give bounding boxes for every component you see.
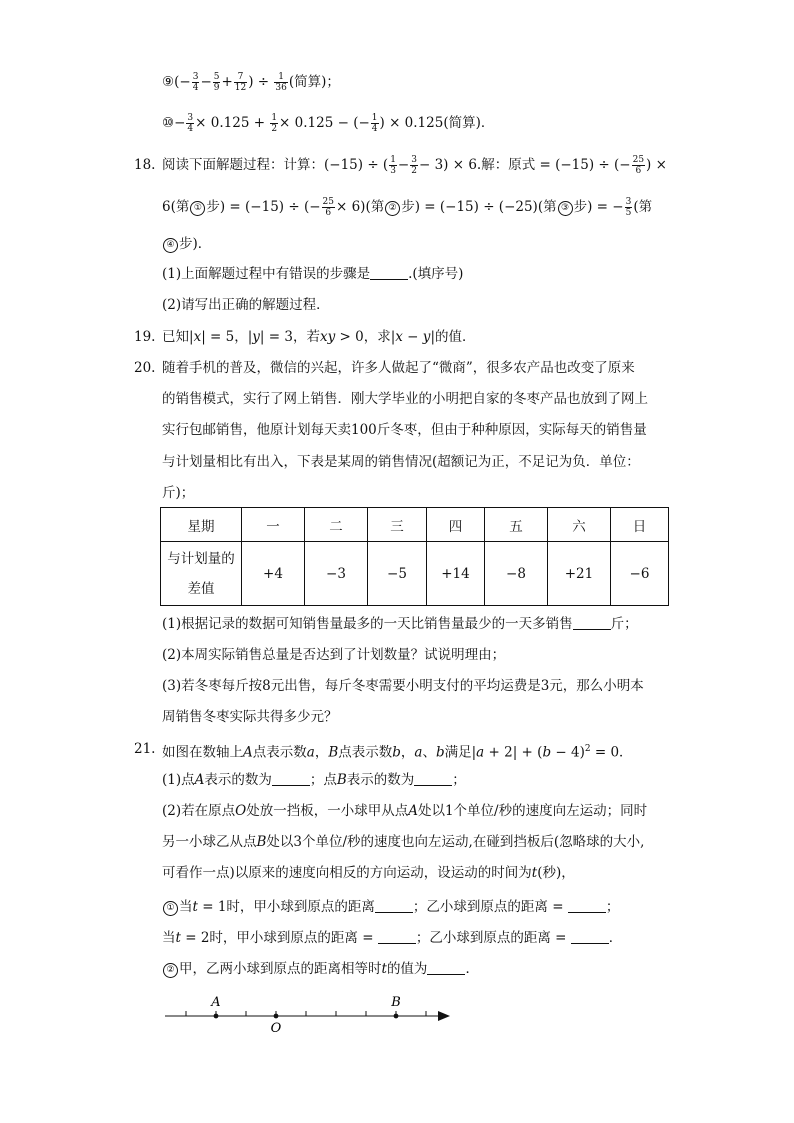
text: 满足|	[444, 744, 477, 761]
fraction: $\frac{3}{5}$	[625, 197, 632, 218]
text: 另一小球乙从点	[162, 834, 257, 850]
var: B	[328, 744, 339, 761]
table-cell: 五	[485, 508, 548, 542]
text: − 3) × 6.解：原式 = (−15) ÷ (−	[418, 157, 631, 173]
q21-part-2-line-2	[162, 832, 644, 852]
text: 点表示数	[252, 744, 307, 761]
step-4-mark: ④	[163, 238, 178, 253]
text: ；	[452, 772, 466, 788]
var: a	[476, 744, 485, 761]
text: −	[397, 157, 410, 173]
number-line-diagram	[0, 990, 794, 1050]
text: (1)点	[162, 772, 195, 788]
text: − 4)	[551, 744, 585, 761]
answer-blank[interactable]	[414, 773, 452, 786]
table-cell: −5	[368, 542, 427, 606]
table-cell: 二	[305, 508, 368, 542]
q20-part-2: (2)本周实际销售总量是否达到了计划数量？试说明理由；	[162, 647, 506, 663]
table-cell: +14	[427, 542, 485, 606]
question-number-18: 18.	[134, 157, 156, 173]
q21-sub-1a	[162, 897, 619, 917]
text: (秒)，	[537, 865, 575, 881]
q20-part-3a: (3)若冬枣每斤按8元出售，每斤冬枣需要小明支付的平均运费是3元，那么小明本	[162, 678, 644, 694]
fraction: $\frac{1}{3}$	[390, 155, 396, 176]
fraction: $\frac{1}{2}$	[271, 113, 278, 134]
table-cell: +21	[548, 542, 611, 606]
var: b	[542, 744, 552, 761]
text: × 0.125 +	[195, 115, 270, 131]
text: +	[221, 74, 233, 90]
answer-blank[interactable]	[272, 773, 310, 786]
answer-blank[interactable]	[378, 931, 416, 944]
step-2-mark: ②	[385, 201, 400, 216]
text: 如图在数轴上	[162, 744, 243, 761]
q21-part-1	[162, 770, 466, 790]
point-a-label: A	[211, 995, 221, 1010]
table-cell: −3	[305, 542, 368, 606]
q21-sub-2	[162, 959, 479, 979]
text: = 2时，甲小球到原点的距离 =	[180, 930, 378, 946]
table-cell: +4	[242, 542, 305, 606]
table-cell: 四	[427, 508, 485, 542]
answer-blank[interactable]	[571, 931, 609, 944]
exponent: 2	[584, 744, 591, 754]
fraction: $\frac{25}{6}$	[322, 197, 334, 218]
var: B	[256, 834, 267, 850]
text: | = 3，若	[259, 329, 320, 345]
sales-table	[160, 507, 669, 606]
text: 当	[179, 899, 193, 915]
fraction: $\frac{7}{12}$	[234, 72, 247, 93]
table-cell: −6	[611, 542, 669, 606]
var: a	[414, 744, 423, 761]
q18-part-1	[162, 264, 463, 284]
text: −	[402, 329, 423, 345]
var: t	[175, 930, 181, 946]
question-number-20: 20.	[134, 360, 156, 376]
q20-line-1: 随着手机的普及，微信的兴起，许多人做起了“微商”，很多农产品也改变了原来	[162, 360, 635, 376]
text: (2)若在原点	[162, 803, 236, 819]
answer-blank[interactable]	[370, 267, 408, 280]
var: A	[408, 803, 418, 819]
answer-blank[interactable]	[568, 900, 606, 913]
text: −	[174, 115, 186, 131]
text: 甲，乙两小球到原点的距离相等时	[179, 961, 382, 977]
var: A	[243, 744, 253, 761]
point-b-label: B	[391, 995, 401, 1010]
sub-1-mark: ①	[163, 901, 178, 916]
text: 步) = −	[573, 199, 624, 215]
fraction: $\frac{1}{4}$	[371, 113, 378, 134]
q20-line-2: 的销售模式，实行了网上销售．刚大学毕业的小明把自家的冬枣产品也放到了网上	[162, 391, 648, 407]
q20-line-3: 实行包邮销售，他原计划每天卖100斤冬枣，但由于种种原因，实际每天的销售量	[162, 422, 647, 438]
text: > 0，求|	[335, 329, 396, 345]
text: (第	[633, 199, 653, 215]
q20-part-3b: 周销售冬枣实际共得多少元？	[162, 709, 338, 725]
fraction: $\frac{5}{9}$	[213, 72, 220, 93]
answer-blank[interactable]	[375, 900, 413, 913]
question-number-19: 19.	[134, 329, 156, 345]
text: 处放一挡板，一小球甲从点	[246, 803, 409, 819]
text: = 0．	[590, 744, 633, 761]
q19-line	[162, 327, 476, 347]
text: .(填序号)	[408, 266, 464, 282]
text: |的值．	[430, 329, 476, 345]
q18-line-1	[162, 155, 667, 176]
text: ) ÷	[248, 74, 274, 90]
var: b	[435, 744, 445, 761]
text: ，	[314, 744, 329, 761]
fraction: $\frac{1}{36}$	[275, 72, 287, 93]
q20-line-4: 与计划量相比有出入，下表是某周的销售情况(超额记为正，不足记为负．单位：	[162, 454, 640, 470]
item-10-mark: ⑩	[162, 115, 175, 131]
text: ；	[605, 899, 620, 915]
item-9	[162, 72, 340, 93]
text: 阅读下面解题过程：计算：(−15) ÷ (	[162, 157, 389, 173]
step-1-mark: ①	[190, 201, 205, 216]
var: y	[252, 329, 260, 345]
text: ；点	[309, 772, 337, 788]
text: ，	[400, 744, 415, 761]
text: 斤；	[610, 616, 638, 632]
text: 表示的数为	[346, 772, 415, 788]
point-b-dot	[394, 1014, 399, 1019]
fraction: $\frac{3}{2}$	[411, 155, 417, 176]
item-10	[162, 113, 494, 134]
var: x	[193, 329, 202, 345]
text: (−	[174, 74, 191, 90]
text: 处以1个单位/秒的速度向左运动；同时	[417, 803, 648, 819]
axis-arrowhead	[438, 1011, 450, 1021]
q18-line-2	[162, 197, 652, 218]
text: 6(第	[162, 199, 190, 215]
text: 已知|	[162, 329, 194, 345]
text: | = 5，|	[201, 329, 253, 345]
text: = 1时，甲小球到原点的距离	[197, 899, 375, 915]
text: 步) = (−15) ÷ (−25)(第	[401, 199, 557, 215]
text: 点表示数	[338, 744, 393, 761]
axis-ticks	[186, 1011, 426, 1016]
var: t	[381, 961, 387, 977]
var: b	[392, 744, 401, 761]
text: 处以3个单位/秒的速度也向左运动,在碰到挡板后(忽略球的大小,	[266, 834, 645, 850]
text: 、	[422, 744, 436, 761]
q18-part-2: (2)请写出正确的解题过程．	[162, 297, 330, 313]
text: + 2| + (	[484, 744, 543, 761]
text: 的值为	[386, 961, 428, 977]
text: (1)上面解题过程中有错误的步骤是	[162, 266, 371, 282]
table-cell: −8	[485, 542, 548, 606]
var: t	[192, 899, 198, 915]
fraction: $\frac{3}{4}$	[187, 113, 194, 134]
table-header-row	[161, 508, 669, 542]
text: 表示的数为	[204, 772, 272, 788]
text: 可看作一点)以原来的速度向相反的方向运动，设运动的时间为	[162, 865, 532, 881]
q18-line-3	[162, 234, 211, 254]
answer-blank[interactable]	[427, 962, 465, 975]
var: A	[194, 772, 205, 788]
var: B	[336, 772, 347, 788]
text: (1)根据记录的数据可知销售量最多的一天比销售量最少的一天多销售	[162, 616, 573, 632]
text: 当	[162, 930, 176, 946]
question-number-21: 21.	[134, 741, 156, 757]
item-9-mark: ⑨	[162, 74, 175, 90]
q21-sub-1b	[162, 928, 622, 948]
q20-line-5: 斤)；	[162, 485, 195, 501]
var: x	[395, 329, 403, 345]
text: × 0.125 − (−	[279, 115, 370, 131]
text: ．	[465, 961, 479, 977]
table-row-label: 与计划量的 差值	[161, 542, 242, 606]
text: ．	[608, 930, 623, 946]
var: xy	[319, 329, 336, 345]
text: 步)．	[179, 236, 212, 252]
text: ) ×	[646, 157, 667, 173]
q21-line-1	[162, 739, 633, 763]
table-cell: 一	[242, 508, 305, 542]
var: t	[531, 865, 538, 881]
table-cell: 六	[548, 508, 611, 542]
q21-part-2-line-1	[162, 801, 647, 821]
table-row	[161, 542, 669, 606]
origin-label: O	[270, 1021, 282, 1036]
text: (简算)；	[288, 74, 340, 90]
text: −	[200, 74, 212, 90]
fraction: $\frac{3}{4}$	[192, 72, 199, 93]
text: ；乙小球到原点的距离 =	[412, 899, 568, 915]
origin-dot	[274, 1014, 279, 1019]
text: ；乙小球到原点的距离 =	[415, 930, 571, 946]
text: × 6)(第	[335, 199, 385, 215]
sub-2-mark: ②	[163, 963, 178, 978]
q21-part-2-line-3	[162, 863, 575, 883]
table-cell: 星期	[161, 508, 242, 542]
step-3-mark: ③	[558, 201, 573, 216]
text: ) × 0.125(简算)．	[379, 115, 495, 131]
var: a	[306, 744, 315, 761]
var: y	[422, 329, 431, 345]
fraction: $\frac{25}{6}$	[632, 155, 645, 176]
point-a-dot	[214, 1014, 219, 1019]
q20-part-1	[162, 614, 638, 634]
answer-blank[interactable]	[573, 617, 611, 630]
table-cell: 三	[368, 508, 427, 542]
table-cell: 日	[611, 508, 669, 542]
text: 步) = (−15) ÷ (−	[206, 199, 321, 215]
var: O	[235, 803, 247, 819]
